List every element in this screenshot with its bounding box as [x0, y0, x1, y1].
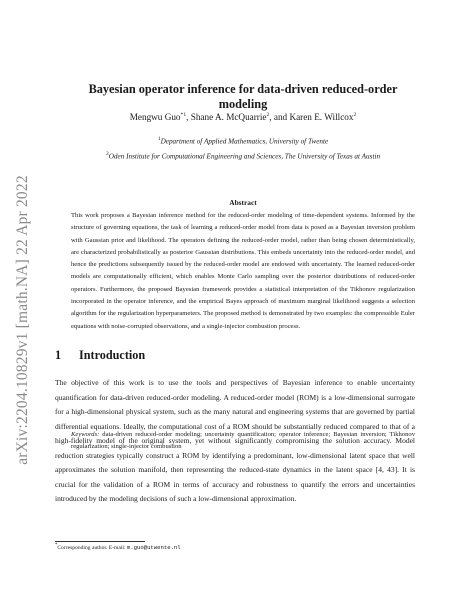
keywords-text: data-driven reduced-order modeling; uncertainty quantification; operator inference; Bayesian inversion; Tikhonov regularization; single-injector combustion: [71, 431, 415, 451]
section-heading: [55, 348, 145, 363]
affiliation-marker: 1: [157, 136, 161, 142]
affiliation-text: Department of Applied Mathematics, University of Twente: [160, 137, 329, 146]
footnote: [55, 543, 415, 551]
arxiv-stamp: [10, 120, 36, 520]
footnote-email[interactable]: m.guo@utwente.nl: [126, 543, 181, 551]
abstract-heading: Abstract: [229, 198, 257, 207]
author-name: Karen E. Willcox: [289, 112, 354, 123]
section-number: 1: [55, 348, 62, 362]
abstract-text: This work proposes a Bayesian inference method for the reduced-order modeling of time-dependent systems. Informed by the structure of governing equations, the task of learning a reduced-order model from data is posed as a Bayesian inversion problem with Gaussian prior and likelihood. The operators defining the reduced-order model, rather than being chosen deterministically, are characterized probabilistically as posterior Gaussian distributions. This embeds uncertainty into the reduced-order model, and hence the predictions subsequently issued by the reduced-order model are endowed with uncertainty. The learned reduced-order models are computationally efficient, which enables Monte Carlo sampling over the posterior distributions of reduced-order operators. Furthermore, the proposed Bayesian framework provides a statistical interpretation of the Tikhonov regularization incorporated in the operator inference, and the empirical Bayes approach of maximum marginal likelihood suggests a selection algorithm for the regularization hyperparameters. The proposed method is demonstrated by two examples: the compressible Euler equations with noise-corrupted observations, and a single-injector combustion process.: [71, 212, 415, 330]
author-list: [63, 112, 423, 122]
affiliation-text: Oden Institute for Computational Engineering and Sciences, The University of Texas at Austin: [108, 152, 381, 161]
arxiv-stamp-text: arXiv:2204.10829v1 [math.NA] 22 Apr 2022: [14, 175, 31, 465]
affiliation: [63, 136, 423, 145]
keywords-label: Keywords:: [71, 431, 100, 438]
paper-title: Bayesian operator inference for data-driven reduced-order modeling: [88, 82, 398, 111]
footnote-rule: [55, 541, 145, 542]
affiliation: [63, 151, 423, 160]
footnote-marker: *: [55, 543, 58, 548]
author-name: Shane A. McQuarrie: [190, 112, 267, 123]
author-separator: ,: [186, 112, 191, 123]
author-marker: 2: [353, 112, 357, 118]
author-marker: *1: [180, 112, 187, 118]
author-marker: 2: [266, 112, 270, 118]
author-separator: , and: [269, 112, 290, 123]
affiliation-marker: 2: [105, 151, 109, 157]
section-title: Introduction: [79, 348, 146, 362]
footnote-text: Corresponding author. E-mail:: [57, 544, 127, 551]
intro-paragraph: The objective of this work is to use the tools and perspectives of Bayesian inference to enable uncertainty quantification for data-driven reduced-order modeling. A reduced-order model (ROM) is a low-dimensional surrogate for a high-dimensional physical system, such as the many natural and engineering systems that are governed by partial differential equations. Ideally, the computational cost of a ROM should be substantially reduced compared to that of a high-fidelity model of the original system, yet without significantly compromising the solution accuracy. Model reduction strategies typically construct a ROM by identifying a predominant, low-dimensional latent space that well approximates the solution manifold, then representing the reduced-state dynamics in the latent space [4, 43]. It is crucial for the validation of a ROM in terms of accuracy and robustness to quantify the errors and uncertainties introduced by the modeling decisions of such a low-dimensional approximation.: [55, 378, 415, 503]
author-name: Mengwu Guo: [129, 112, 181, 123]
